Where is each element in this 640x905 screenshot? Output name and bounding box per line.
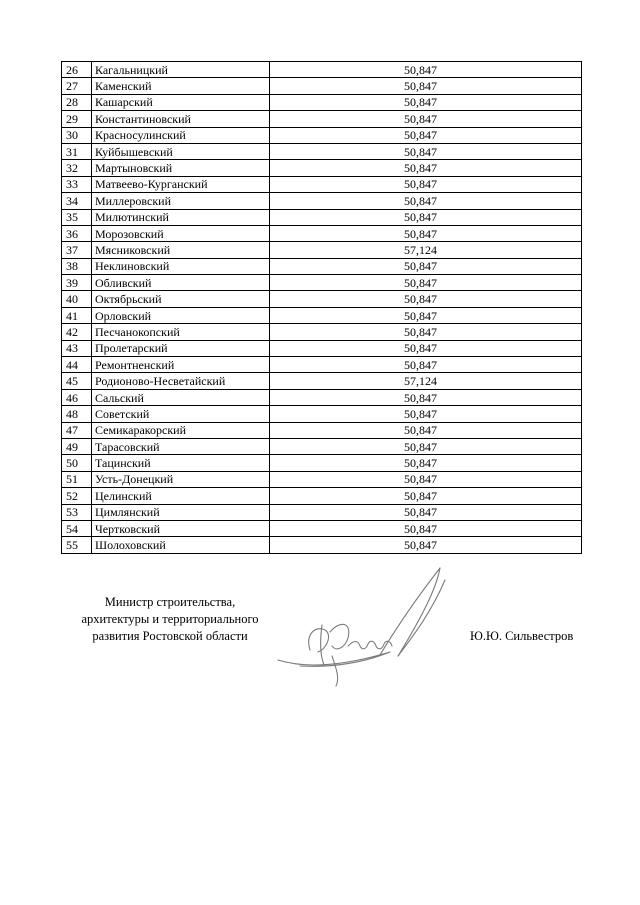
row-number-cell: 53 [62,504,92,520]
district-name-cell: Красносулинский [92,127,270,143]
row-number-cell: 29 [62,111,92,127]
table-row [62,242,582,258]
coefficient-value-cell: 50,847 [270,127,582,143]
coefficient-value-cell: 50,847 [270,275,582,291]
district-name-cell: Морозовский [92,225,270,241]
district-name-cell: Матвеево-Курганский [92,176,270,192]
coefficient-value-cell: 50,847 [270,291,582,307]
row-number-cell: 49 [62,438,92,454]
table-row [62,275,582,291]
district-name-cell: Обливский [92,275,270,291]
district-name-cell: Пролетарский [92,340,270,356]
district-name-cell: Шолоховский [92,537,270,553]
table-row [62,340,582,356]
district-name-cell: Миллеровский [92,193,270,209]
signature-stroke [398,568,440,656]
table-row [62,94,582,110]
table-row [62,160,582,176]
coefficient-value-cell: 57,124 [270,242,582,258]
district-name-cell: Целинский [92,488,270,504]
coefficient-value-cell: 50,847 [270,78,582,94]
table-row [62,176,582,192]
coefficient-value-cell: 50,847 [270,258,582,274]
allocation-table [61,61,582,554]
district-name-cell: Куйбышевский [92,143,270,159]
table-row [62,127,582,143]
row-number-cell: 48 [62,406,92,422]
district-name-cell: Неклиновский [92,258,270,274]
coefficient-value-cell: 50,847 [270,143,582,159]
coefficient-value-cell: 50,847 [270,406,582,422]
row-number-cell: 47 [62,422,92,438]
signature-stroke [309,629,329,652]
table-row [62,406,582,422]
row-number-cell: 45 [62,373,92,389]
row-number-cell: 28 [62,94,92,110]
signer-position-line: развития Ростовской области [92,629,248,643]
table-row [62,357,582,373]
row-number-cell: 36 [62,225,92,241]
table-row [62,520,582,536]
table-row [62,455,582,471]
row-number-cell: 54 [62,520,92,536]
table-row [62,62,582,78]
table-row [62,537,582,553]
coefficient-value-cell: 50,847 [270,209,582,225]
row-number-cell: 40 [62,291,92,307]
row-number-cell: 38 [62,258,92,274]
coefficient-value-cell: 50,847 [270,160,582,176]
coefficient-value-cell: 50,847 [270,438,582,454]
coefficient-value-cell: 50,847 [270,324,582,340]
table-row [62,373,582,389]
table-row [62,143,582,159]
signature-stroke [278,652,390,666]
coefficient-value-cell: 50,847 [270,520,582,536]
table-row [62,111,582,127]
district-name-cell: Семикаракорский [92,422,270,438]
allocation-table-body [62,62,582,554]
signature-stroke [332,656,338,686]
district-name-cell: Советский [92,406,270,422]
row-number-cell: 55 [62,537,92,553]
coefficient-value-cell: 50,847 [270,422,582,438]
table-row [62,422,582,438]
coefficient-value-cell: 50,847 [270,488,582,504]
district-name-cell: Чертковский [92,520,270,536]
coefficient-value-cell: 57,124 [270,373,582,389]
district-name-cell: Сальский [92,389,270,405]
row-number-cell: 51 [62,471,92,487]
signature-stroke [348,641,392,649]
district-name-cell: Песчанокопский [92,324,270,340]
coefficient-value-cell: 50,847 [270,111,582,127]
signature-stroke [330,624,349,649]
table-row [62,291,582,307]
district-name-cell: Мартыновский [92,160,270,176]
table-row [62,471,582,487]
coefficient-value-cell: 50,847 [270,389,582,405]
table-row [62,488,582,504]
district-name-cell: Октябрьский [92,291,270,307]
coefficient-value-cell: 50,847 [270,307,582,323]
table-row [62,193,582,209]
row-number-cell: 37 [62,242,92,258]
table-row [62,225,582,241]
row-number-cell: 42 [62,324,92,340]
table-row [62,389,582,405]
coefficient-value-cell: 50,847 [270,357,582,373]
row-number-cell: 34 [62,193,92,209]
row-number-cell: 52 [62,488,92,504]
table-row [62,307,582,323]
signature-stroke [380,568,440,655]
district-name-cell: Цимлянский [92,504,270,520]
coefficient-value-cell: 50,847 [270,225,582,241]
row-number-cell: 30 [62,127,92,143]
row-number-cell: 46 [62,389,92,405]
table-row [62,438,582,454]
coefficient-value-cell: 50,847 [270,176,582,192]
row-number-cell: 44 [62,357,92,373]
signer-position-line: Министр строительства, [104,595,236,609]
coefficient-value-cell: 50,847 [270,504,582,520]
row-number-cell: 50 [62,455,92,471]
coefficient-value-cell: 50,847 [270,537,582,553]
district-name-cell: Тацинский [92,455,270,471]
row-number-cell: 31 [62,143,92,159]
row-number-cell: 27 [62,78,92,94]
district-name-cell: Тарасовский [92,438,270,454]
row-number-cell: 33 [62,176,92,192]
coefficient-value-cell: 50,847 [270,193,582,209]
coefficient-value-cell: 50,847 [270,455,582,471]
district-name-cell: Ремонтненский [92,357,270,373]
handwritten-signature [270,560,460,690]
district-name-cell: Милютинский [92,209,270,225]
coefficient-value-cell: 50,847 [270,340,582,356]
district-name-cell: Усть-Донецкий [92,471,270,487]
row-number-cell: 35 [62,209,92,225]
district-name-cell: Каменский [92,78,270,94]
table-row [62,78,582,94]
signature-strokes [278,568,445,686]
table-row [62,324,582,340]
district-name-cell: Кагальницкий [92,62,270,78]
district-name-cell: Мясниковский [92,242,270,258]
row-number-cell: 41 [62,307,92,323]
district-name-cell: Константиновский [92,111,270,127]
coefficient-value-cell: 50,847 [270,62,582,78]
table-row [62,258,582,274]
signer-position-line: архитектуры и территориального [81,612,259,626]
table-row [62,209,582,225]
district-name-cell: Родионово-Несветайский [92,373,270,389]
signer-name: Ю.Ю. Сильвестров [470,629,574,643]
row-number-cell: 26 [62,62,92,78]
district-name-cell: Орловский [92,307,270,323]
row-number-cell: 39 [62,275,92,291]
coefficient-value-cell: 50,847 [270,471,582,487]
district-name-cell: Кашарский [92,94,270,110]
signer-position [70,594,270,645]
signature-stroke [398,580,445,656]
signature-stroke [321,625,324,665]
table-row [62,504,582,520]
row-number-cell: 32 [62,160,92,176]
row-number-cell: 43 [62,340,92,356]
coefficient-value-cell: 50,847 [270,94,582,110]
